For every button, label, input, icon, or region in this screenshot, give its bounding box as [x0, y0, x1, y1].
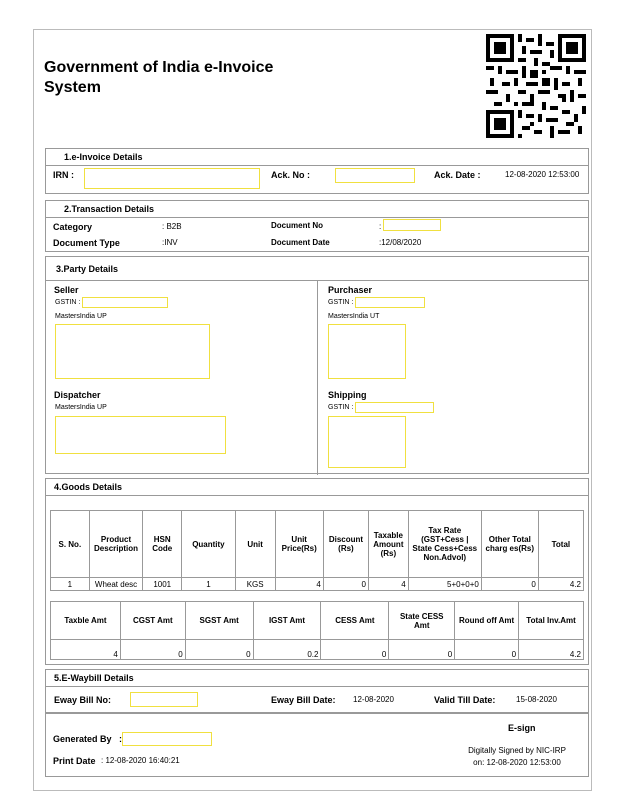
col-header: Taxble Amt [51, 602, 121, 640]
cell-unit-price: 4 [275, 578, 323, 591]
party-details-section [45, 256, 589, 474]
doc-no-value: : [379, 222, 382, 231]
title-line-2: System [44, 79, 101, 96]
seller-gstin-label: GSTIN : [55, 299, 81, 306]
signed-by-line: Digitally Signed by NIC-IRP [468, 746, 566, 755]
doc-no-label: Document No [271, 221, 323, 230]
generated-by-field [122, 732, 212, 746]
section-title: 3.Party Details [46, 257, 588, 281]
seller-gstin-field [82, 297, 168, 308]
cell-sgst: 0 [185, 640, 253, 660]
col-header: SGST Amt [185, 602, 253, 640]
cell-taxable: 4 [369, 578, 409, 591]
col-header: Taxable Amount (Rs) [369, 511, 409, 578]
purchaser-label: Purchaser [328, 285, 373, 295]
col-header: CESS Amt [321, 602, 389, 640]
col-header: CGST Amt [120, 602, 185, 640]
purchaser-gstin-label: GSTIN : [328, 299, 354, 306]
totals-table [50, 601, 584, 660]
category-value: : B2B [162, 222, 182, 231]
cell-unit: KGS [235, 578, 275, 591]
shipping-gstin-field [355, 402, 434, 413]
cell-total: 4.2 [538, 578, 583, 591]
cell-tax-rate: 5+0+0+0 [408, 578, 481, 591]
dispatcher-address-field [55, 416, 226, 454]
valid-till-label: Valid Till Date: [434, 695, 496, 705]
footer-section [45, 713, 589, 777]
generated-by-colon: : [119, 734, 122, 744]
dispatcher-label: Dispatcher [54, 390, 101, 400]
col-header: Unit [235, 511, 275, 578]
cell-other: 0 [481, 578, 538, 591]
col-header: Round off Amt [455, 602, 519, 640]
print-date-value: : 12-08-2020 16:40:21 [101, 756, 180, 765]
document-title [44, 58, 304, 98]
col-header: Tax Rate (GST+Cess | State Cess+Cess Non.Advol) [408, 511, 481, 578]
shipping-address-field [328, 416, 406, 468]
purchaser-gstin-field [355, 297, 425, 308]
col-header: Unit Price(Rs) [275, 511, 323, 578]
purchaser-address-field [328, 324, 406, 379]
purchaser-name: MastersIndia UT [328, 313, 380, 320]
col-header: IGST Amt [253, 602, 321, 640]
col-header: S. No. [51, 511, 90, 578]
cell-discount: 0 [323, 578, 368, 591]
seller-label: Seller [54, 285, 79, 295]
eway-no-label: Eway Bill No: [54, 695, 112, 705]
qr-code [486, 34, 586, 138]
ewaybill-details-section [45, 669, 589, 713]
section-title: 4.Goods Details [46, 479, 588, 496]
title-line-1: Government of India e-Invoice [44, 59, 274, 76]
totals-header-row [51, 602, 584, 640]
ack-date-label: Ack. Date : [434, 170, 481, 180]
cell-quantity: 1 [182, 578, 236, 591]
col-header: Total Inv.Amt [519, 602, 584, 640]
doc-date-label: Document Date [271, 238, 330, 247]
col-header: State CESS Amt [389, 602, 455, 640]
eway-date-value: 12-08-2020 [353, 695, 394, 704]
generated-by-label: Generated By [53, 734, 112, 744]
section-title: 5.E-Waybill Details [46, 670, 588, 687]
section-title: 1.e-Invoice Details [46, 149, 588, 166]
eway-no-field [130, 692, 198, 707]
col-header: Discount (Rs) [323, 511, 368, 578]
table-row [51, 578, 584, 591]
shipping-gstin-label: GSTIN : [328, 404, 354, 411]
print-date-label: Print Date [53, 756, 96, 766]
ack-no-field [335, 168, 415, 183]
category-label: Category [53, 222, 93, 232]
dispatcher-name: MastersIndia UP [55, 404, 107, 411]
cell-state-cess: 0 [389, 640, 455, 660]
cell-igst: 0.2 [253, 640, 321, 660]
cell-hsn: 1001 [143, 578, 182, 591]
party-divider [317, 281, 318, 475]
ack-date-value: 12-08-2020 12:53:00 [505, 170, 580, 179]
irn-field [84, 168, 260, 189]
doc-date-value: :12/08/2020 [379, 238, 422, 247]
col-header: Other Total charg es(Rs) [481, 511, 538, 578]
doc-type-value: :INV [162, 238, 178, 247]
signed-on-line: on: 12-08-2020 12:53:00 [473, 758, 561, 767]
seller-address-field [55, 324, 210, 379]
col-header: Quantity [182, 511, 236, 578]
valid-till-value: 15-08-2020 [516, 695, 557, 704]
doc-no-field [383, 219, 441, 231]
cell-total-inv: 4.2 [519, 640, 584, 660]
esign-label: E-sign [508, 723, 536, 733]
cell-cgst: 0 [120, 640, 185, 660]
col-header: HSN Code [143, 511, 182, 578]
cell-sno: 1 [51, 578, 90, 591]
irn-label: IRN : [53, 170, 74, 180]
seller-name: MastersIndia UP [55, 313, 107, 320]
goods-header-row [51, 511, 584, 578]
section-title: 2.Transaction Details [46, 201, 588, 218]
eway-date-label: Eway Bill Date: [271, 695, 336, 705]
cell-taxable-amt: 4 [51, 640, 121, 660]
cell-round-off: 0 [455, 640, 519, 660]
shipping-label: Shipping [328, 390, 367, 400]
col-header: Product Description [89, 511, 143, 578]
cell-cess: 0 [321, 640, 389, 660]
doc-type-label: Document Type [53, 238, 120, 248]
transaction-details-section [45, 200, 589, 252]
ack-no-label: Ack. No : [271, 170, 311, 180]
goods-table [50, 510, 584, 591]
cell-description: Wheat desc [89, 578, 143, 591]
totals-row [51, 640, 584, 660]
einvoice-details-section [45, 148, 589, 194]
col-header: Total [538, 511, 583, 578]
